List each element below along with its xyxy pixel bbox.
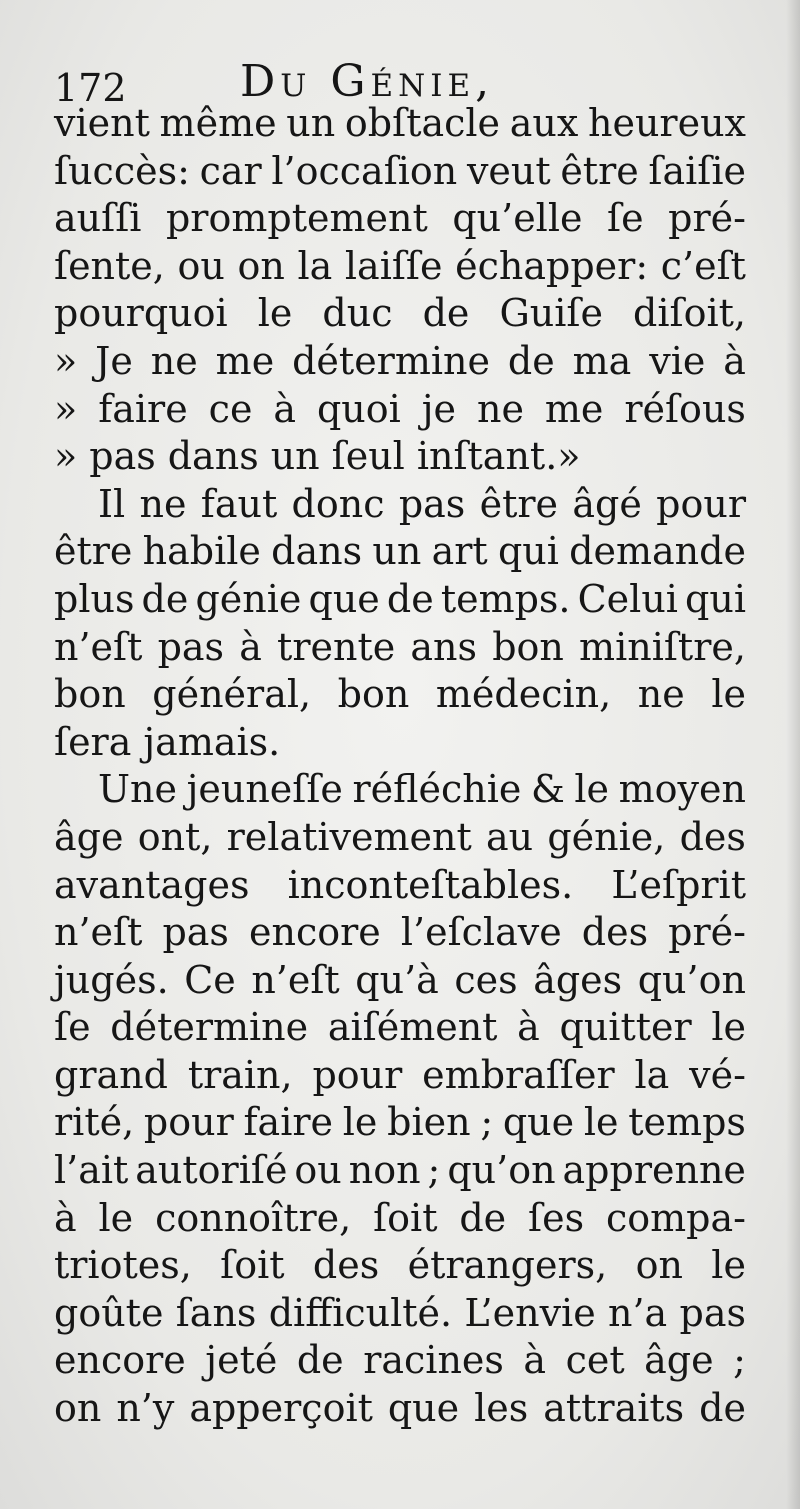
text-line: ſe détermine aiſément à quitter le	[54, 1005, 746, 1050]
text-line: à le connoître, ſoit de ſes compa-	[54, 1195, 746, 1240]
text-line: auſſi promptement qu’elle ſe pré-	[54, 196, 746, 241]
text-line: encore jeté de racines à cet âge ;	[54, 1338, 746, 1383]
page-edge-shadow	[786, 0, 800, 1509]
text-line: on n’y apperçoit que les attraits de	[54, 1386, 746, 1431]
page-number: 172	[54, 66, 127, 110]
text-line: plus de génie que de temps. Celui qui	[54, 576, 746, 621]
text-line: triotes, ſoit des étrangers, on le	[54, 1243, 746, 1288]
text-line: Il ne faut donc pas être âgé pour	[98, 481, 746, 526]
text-line: vient même un obſtacle aux heureux	[54, 101, 746, 145]
text-line: avantages inconteſtables. L’eſprit	[54, 862, 746, 907]
text-line: n’eſt pas à trente ans bon miniſtre,	[54, 624, 746, 669]
running-title: Du Génie,	[240, 56, 495, 107]
body-text	[54, 100, 746, 1433]
text-line: rité, pour faire le bien ; que le temps	[54, 1100, 746, 1145]
text-line: pourquoi le duc de Guiſe diſoit,	[54, 291, 746, 336]
text-line: » Je ne me détermine de ma vie à	[54, 338, 746, 383]
text-line: jugés. Ce n’eſt qu’à ces âges qu’on	[54, 957, 746, 1002]
text-line: être habile dans un art qui demande	[54, 529, 746, 574]
text-line: l’ait autoriſé ou non ; qu’on apprenne	[54, 1148, 746, 1193]
text-line: goûte ſans difficulté. L’envie n’a pas	[54, 1290, 746, 1335]
text-line: grand train, pour embraſſer la vé-	[54, 1052, 746, 1097]
text-line: bon général, bon médecin, ne le	[54, 672, 746, 717]
text-line: » faire ce à quoi je ne me réſous	[54, 386, 746, 431]
text-line: ſente, ou on la laiſſe échapper: c’eſt	[54, 243, 746, 288]
text-line: ſera jamais.	[54, 719, 281, 764]
text-line: » pas dans un ſeul inſtant.»	[54, 434, 581, 479]
text-line: âge ont, relativement au génie, des	[54, 814, 746, 859]
text-line: Une jeuneſſe réfléchie & le moyen	[98, 767, 746, 812]
text-line: n’eſt pas encore l’eſclave des pré-	[54, 910, 746, 955]
text-line: ſuccès: car l’occaſion veut être ſaiſie	[54, 148, 746, 193]
